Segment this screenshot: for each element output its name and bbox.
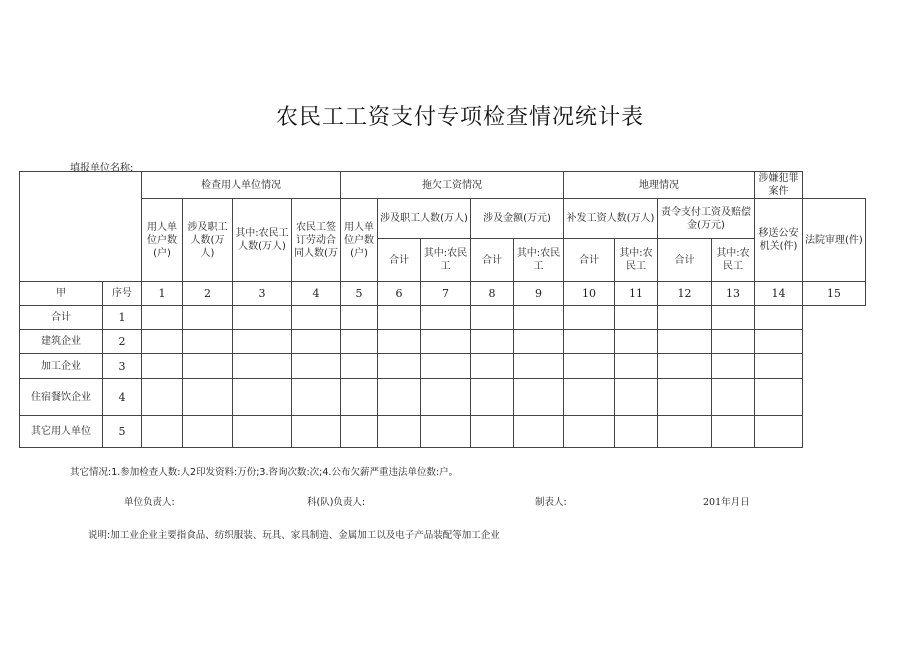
hdr-c11: 法院审理(件): [803, 199, 866, 282]
data-cell[interactable]: [421, 330, 471, 354]
col-number: 2: [183, 282, 233, 306]
data-cell[interactable]: [142, 330, 183, 354]
sub-nmg: 其中:农民工: [514, 239, 564, 282]
row-number: 5: [103, 416, 142, 448]
col-number: 11: [615, 282, 658, 306]
page-title: 农民工工资支付专项检查情况统计表: [275, 105, 644, 130]
sub-total: 合计: [471, 239, 514, 282]
row-label: 建筑企业: [20, 330, 103, 354]
data-cell[interactable]: [292, 379, 341, 416]
data-cell[interactable]: [564, 379, 615, 416]
data-cell[interactable]: [755, 306, 803, 330]
hdr-c9: 责令支付工资及赔偿金(万元): [658, 199, 755, 239]
data-cell[interactable]: [564, 416, 615, 448]
data-cell[interactable]: [183, 354, 233, 379]
sub-total: 合计: [378, 239, 421, 282]
row-number: 1: [103, 306, 142, 330]
sub-nmg: 其中:农民工: [421, 239, 471, 282]
data-cell[interactable]: [471, 330, 514, 354]
data-cell[interactable]: [658, 354, 712, 379]
data-cell[interactable]: [378, 416, 421, 448]
row-number: 3: [103, 354, 142, 379]
data-cell[interactable]: [142, 306, 183, 330]
group-handle: 地理情况: [564, 172, 755, 199]
data-cell[interactable]: [292, 354, 341, 379]
data-cell[interactable]: [378, 306, 421, 330]
data-cell[interactable]: [233, 354, 292, 379]
col-number: 13: [712, 282, 755, 306]
data-cell[interactable]: [615, 330, 658, 354]
data-cell[interactable]: [471, 416, 514, 448]
sub-total: 合计: [564, 239, 615, 282]
col-number: 12: [658, 282, 712, 306]
table-row: [20, 354, 866, 379]
dept-leader: 科(队)负责人:: [307, 497, 366, 508]
data-cell[interactable]: [341, 416, 378, 448]
row-label: 加工企业: [20, 354, 103, 379]
data-cell[interactable]: [658, 416, 712, 448]
data-cell[interactable]: [712, 354, 755, 379]
label-xuhao: 序号: [103, 282, 142, 306]
sub-nmg: 其中:农民工: [615, 239, 658, 282]
data-cell[interactable]: [233, 416, 292, 448]
data-cell[interactable]: [564, 306, 615, 330]
table-row: [20, 306, 866, 330]
col-number: 15: [803, 282, 866, 306]
table-row: [20, 379, 866, 416]
row-number: 4: [103, 379, 142, 416]
col-number: 10: [564, 282, 615, 306]
data-cell[interactable]: [658, 379, 712, 416]
hdr-c3: 其中:农民工人数(万人): [233, 199, 292, 282]
data-cell[interactable]: [421, 379, 471, 416]
data-cell[interactable]: [658, 306, 712, 330]
hdr-c7: 涉及金额(万元): [471, 199, 564, 239]
table-row: [20, 330, 866, 354]
data-cell[interactable]: [292, 416, 341, 448]
group-inspect: 检查用人单位情况: [142, 172, 341, 199]
data-cell[interactable]: [142, 416, 183, 448]
data-cell[interactable]: [564, 354, 615, 379]
row-label: 其它用人单位: [20, 416, 103, 448]
data-cell[interactable]: [514, 379, 564, 416]
row-label: 合计: [20, 306, 103, 330]
filler-label: 填报单位名称:: [70, 163, 134, 174]
data-cell[interactable]: [615, 354, 658, 379]
col-number: 3: [233, 282, 292, 306]
data-cell[interactable]: [615, 306, 658, 330]
data-cell[interactable]: [615, 379, 658, 416]
stats-table: [19, 171, 866, 448]
sub-total: 合计: [658, 239, 712, 282]
col-number: 5: [341, 282, 378, 306]
data-cell[interactable]: [421, 354, 471, 379]
data-cell[interactable]: [712, 330, 755, 354]
group-arrears: 拖欠工资情况: [341, 172, 564, 199]
col-number: 8: [471, 282, 514, 306]
col-number: 9: [514, 282, 564, 306]
data-cell[interactable]: [341, 330, 378, 354]
table-row: [20, 416, 866, 448]
data-cell[interactable]: [712, 416, 755, 448]
row-label: 住宿餐饮企业: [20, 379, 103, 416]
hdr-c1: 用人单位户数(户): [142, 199, 183, 282]
data-cell[interactable]: [471, 379, 514, 416]
data-cell[interactable]: [514, 354, 564, 379]
data-cell[interactable]: [421, 306, 471, 330]
hdr-c4: 农民工签订劳动合同人数(万: [292, 199, 341, 282]
data-cell[interactable]: [142, 379, 183, 416]
data-cell[interactable]: [471, 354, 514, 379]
col-number: 4: [292, 282, 341, 306]
hdr-c2: 涉及职工人数(万人): [183, 199, 233, 282]
data-cell[interactable]: [615, 416, 658, 448]
data-cell[interactable]: [292, 330, 341, 354]
table-maker: 制表人:: [535, 497, 567, 508]
group-crime: 涉嫌犯罪案件: [755, 172, 803, 199]
col-number: 14: [755, 282, 803, 306]
data-cell[interactable]: [183, 416, 233, 448]
data-cell[interactable]: [341, 306, 378, 330]
data-cell[interactable]: [341, 354, 378, 379]
data-cell[interactable]: [514, 306, 564, 330]
data-cell[interactable]: [712, 306, 755, 330]
data-cell[interactable]: [233, 379, 292, 416]
explanation: 说明:加工业企业主要指食品、纺织服装、玩具、家具制造、金属加工以及电子产品装配等加工企业: [88, 530, 500, 541]
data-cell[interactable]: [712, 379, 755, 416]
data-cell[interactable]: [658, 330, 712, 354]
sub-nmg: 其中:农民工: [712, 239, 755, 282]
hdr-c5: 用人单位户数(户): [341, 199, 378, 282]
data-cell[interactable]: [755, 416, 803, 448]
data-cell[interactable]: [292, 306, 341, 330]
data-cell[interactable]: [183, 330, 233, 354]
unit-leader: 单位负责人:: [124, 497, 175, 508]
date: 201年月日: [703, 497, 750, 508]
data-cell[interactable]: [755, 330, 803, 354]
other-info: 其它情况:1.参加检查人数:人2印发资料:万份;3.咨询次数:次;4.公布欠薪严重违法单位数:户。: [70, 467, 459, 478]
data-cell[interactable]: [514, 330, 564, 354]
label-jia: 甲: [20, 282, 103, 306]
data-cell[interactable]: [755, 354, 803, 379]
data-cell[interactable]: [183, 306, 233, 330]
data-cell[interactable]: [514, 416, 564, 448]
data-cell[interactable]: [755, 379, 803, 416]
hdr-c6: 涉及职工人数(万人): [378, 199, 471, 239]
data-cell[interactable]: [421, 416, 471, 448]
data-cell[interactable]: [183, 379, 233, 416]
corner-cell: [20, 172, 142, 282]
col-number: 1: [142, 282, 183, 306]
data-cell[interactable]: [378, 354, 421, 379]
data-cell[interactable]: [378, 379, 421, 416]
data-cell[interactable]: [341, 379, 378, 416]
hdr-c8: 补发工资人数(万人): [564, 199, 658, 239]
hdr-c10: 移送公安机关(件): [755, 199, 803, 282]
col-number: 6: [378, 282, 421, 306]
row-number: 2: [103, 330, 142, 354]
data-cell[interactable]: [233, 330, 292, 354]
data-cell[interactable]: [471, 306, 514, 330]
data-cell[interactable]: [564, 330, 615, 354]
data-cell[interactable]: [142, 354, 183, 379]
data-cell[interactable]: [378, 330, 421, 354]
col-number: 7: [421, 282, 471, 306]
data-cell[interactable]: [233, 306, 292, 330]
